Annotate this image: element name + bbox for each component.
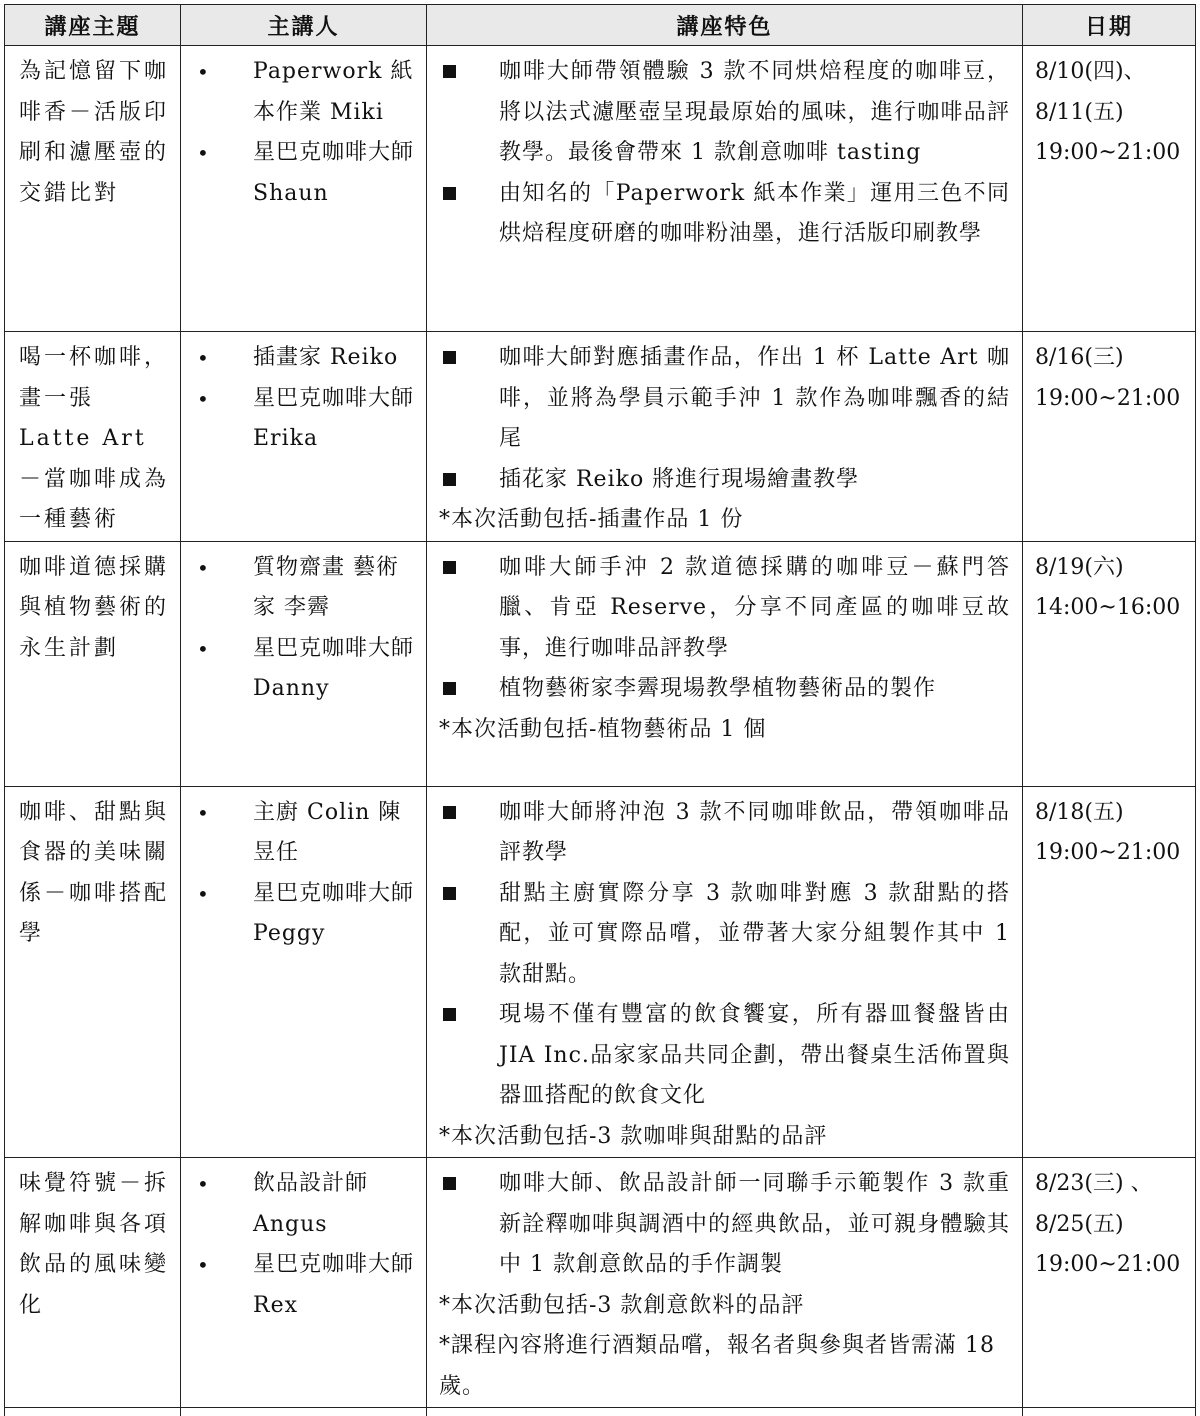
feature-item: 咖啡大師帶領體驗 3 款不同烘焙程度的咖啡豆，將以法式濾壓壺呈現最原始的風味，進行咖啡品評教學。最後會帶來 1 款創意咖啡 tasting [439, 52, 1010, 174]
speaker-cell [181, 541, 427, 786]
table-row [5, 541, 1196, 786]
empty-cell [181, 1408, 427, 1416]
date-line: 8/11(五) [1035, 93, 1189, 134]
speaker-list [181, 793, 420, 955]
topic-cell: 味覺符號－拆解咖啡與各項飲品的風味變化 [5, 1158, 181, 1408]
feature-item: 甜點主廚實際分享 3 款咖啡對應 3 款甜點的搭配，並可實際品嚐，並帶著大家分組製作其中 1 款甜點。 [439, 874, 1010, 996]
date-line: 19:00~21:00 [1035, 133, 1189, 174]
empty-cell [5, 1408, 181, 1416]
feature-item: 現場不僅有豐富的飲食饗宴，所有器皿餐盤皆由 JIA Inc.品家家品共同企劃，帶出餐桌生活佈置與器皿搭配的飲食文化 [439, 995, 1010, 1117]
empty-cell [427, 1408, 1023, 1416]
feature-item: 咖啡大師手沖 2 款道德採購的咖啡豆－蘇門答臘、肯亞 Reserve，分享不同產區的咖啡豆故事，進行咖啡品評教學 [439, 548, 1010, 670]
speaker-item: • Paperwork 紙本作業 Miki [181, 52, 420, 133]
speaker-cell [181, 332, 427, 542]
header-speaker: 主講人 [181, 5, 427, 46]
speaker-list [181, 548, 420, 710]
speaker-item: • 星巴克咖啡大師 Rex [181, 1245, 420, 1326]
date-line: 8/25(五) [1035, 1205, 1189, 1246]
speaker-list [181, 52, 420, 214]
header-features: 講座特色 [427, 5, 1023, 46]
speaker-cell [181, 1158, 427, 1408]
topic-cell: 咖啡道德採購與植物藝術的永生計劃 [5, 541, 181, 786]
table-row [5, 786, 1196, 1158]
header-topic: 講座主題 [5, 5, 181, 46]
feature-list [439, 52, 1010, 255]
feature-item: 咖啡大師、飲品設計師一同聯手示範製作 3 款重新詮釋咖啡與調酒中的經典飲品，並可親身體驗其中 1 款創意飲品的手作調製 [439, 1164, 1010, 1286]
topic-cell: 喝一杯咖啡，畫一張 Latte Art －當咖啡成為一種藝術 [5, 332, 181, 542]
table-body [5, 46, 1196, 1416]
lecture-schedule-table [4, 4, 1196, 1416]
speaker-item: • 主廚 Colin 陳昱任 [181, 793, 420, 874]
speaker-item: • 星巴克咖啡大師 Erika [181, 379, 420, 460]
topic-cell: 咖啡、甜點與食器的美味關係－咖啡搭配學 [5, 786, 181, 1158]
note-text: *本次活動包括-插畫作品 1 份 [439, 500, 1010, 541]
table-row [5, 332, 1196, 542]
features-cell [427, 1158, 1023, 1408]
speaker-list [181, 338, 420, 460]
feature-list [439, 548, 1010, 710]
date-line: 8/10(四)、 [1035, 52, 1189, 93]
speaker-item: • 飲品設計師 Angus [181, 1164, 420, 1245]
date-line: 19:00~21:00 [1035, 833, 1189, 874]
date-cell [1023, 1158, 1196, 1408]
feature-list [439, 338, 1010, 500]
note-text: *本次活動包括-3 款創意飲料的品評 [439, 1286, 1010, 1327]
empty-cell [1023, 1408, 1196, 1416]
note-text: *本次活動包括-3 款咖啡與甜點的品評 [439, 1117, 1010, 1158]
speaker-item: • 插畫家 Reiko [181, 338, 420, 379]
speaker-item: • 星巴克咖啡大師 Shaun [181, 133, 420, 214]
date-line: 14:00~16:00 [1035, 588, 1189, 629]
speaker-list [181, 1164, 420, 1326]
feature-item: 植物藝術家李霽現場教學植物藝術品的製作 [439, 669, 1010, 710]
date-cell [1023, 786, 1196, 1158]
note-text: *課程內容將進行酒類品嚐，報名者與參與者皆需滿 18 歲。 [439, 1326, 1010, 1407]
header-row [5, 5, 1196, 46]
table-row [5, 1158, 1196, 1408]
feature-item: 咖啡大師對應插畫作品，作出 1 杯 Latte Art 咖啡，並將為學員示範手沖 1 款作為咖啡飄香的結尾 [439, 338, 1010, 460]
feature-list [439, 1164, 1010, 1286]
date-line: 8/19(六) [1035, 548, 1189, 589]
features-cell [427, 786, 1023, 1158]
date-line: 19:00~21:00 [1035, 1245, 1189, 1286]
speaker-item: • 星巴克咖啡大師 Danny [181, 629, 420, 710]
note-text: *本次活動包括-植物藝術品 1 個 [439, 710, 1010, 751]
feature-item: 咖啡大師將沖泡 3 款不同咖啡飲品，帶領咖啡品評教學 [439, 793, 1010, 874]
features-cell [427, 541, 1023, 786]
speaker-item: • 星巴克咖啡大師 Peggy [181, 874, 420, 955]
feature-item: 由知名的「Paperwork 紙本作業」運用三色不同烘焙程度研磨的咖啡粉油墨，進行活版印刷教學 [439, 174, 1010, 255]
date-line: 8/18(五) [1035, 793, 1189, 834]
header-date: 日期 [1023, 5, 1196, 46]
date-line: 19:00~21:00 [1035, 379, 1189, 420]
date-line: 8/23(三) 、 [1035, 1164, 1189, 1205]
speaker-item: • 質物齋畫 藝術家 李霽 [181, 548, 420, 629]
speaker-cell [181, 46, 427, 332]
topic-cell: 為記憶留下咖啡香－活版印刷和濾壓壺的交錯比對 [5, 46, 181, 332]
feature-list [439, 793, 1010, 1117]
table-row-continuation [5, 1408, 1196, 1416]
date-cell [1023, 46, 1196, 332]
date-line: 8/16(三) [1035, 338, 1189, 379]
speaker-cell [181, 786, 427, 1158]
date-cell [1023, 541, 1196, 786]
feature-item: 插花家 Reiko 將進行現場繪畫教學 [439, 460, 1010, 501]
features-cell [427, 332, 1023, 542]
table-row [5, 46, 1196, 332]
features-cell [427, 46, 1023, 332]
date-cell [1023, 332, 1196, 542]
